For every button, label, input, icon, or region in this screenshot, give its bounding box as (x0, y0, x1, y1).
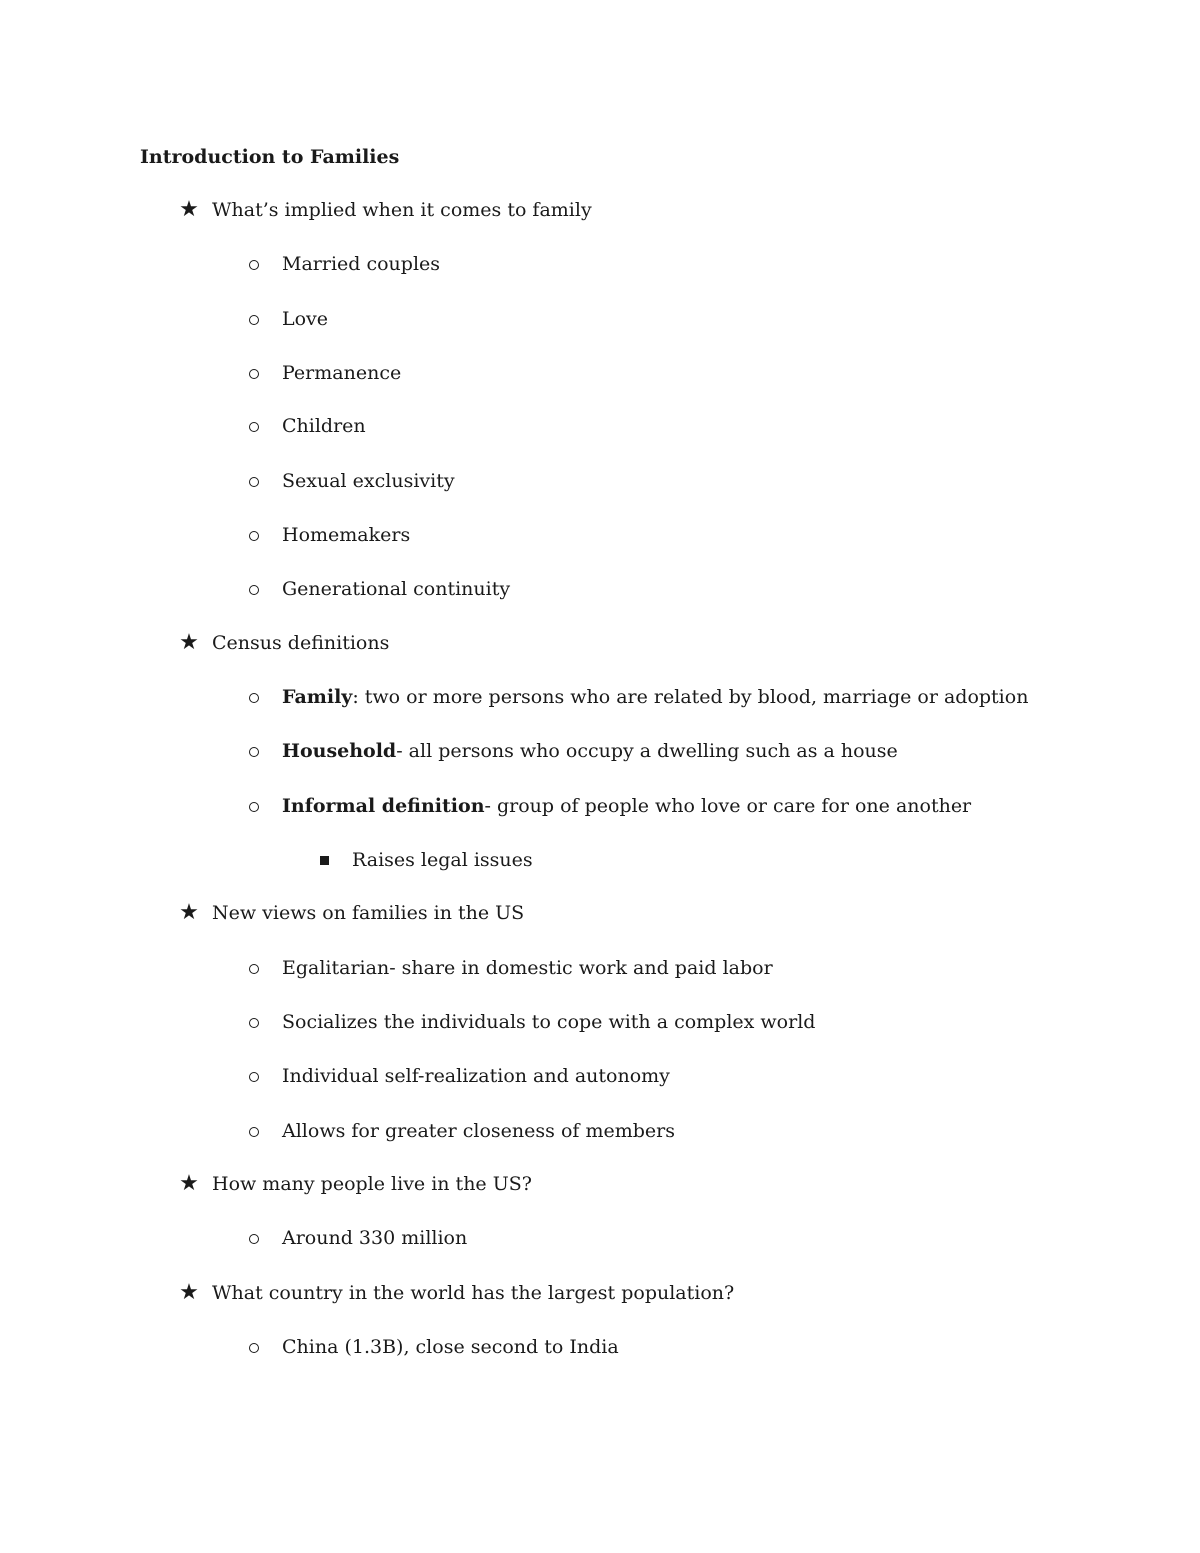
circle-bullet-icon (248, 1061, 262, 1091)
list-item-text: How many people live in the US? (212, 1173, 532, 1195)
list-item-text: Egalitarian- share in domestic work and paid labor (282, 957, 773, 979)
circle-bullet-icon (248, 953, 262, 983)
list-item-text: Sexual exclusivity (282, 470, 455, 492)
circle-bullet-icon (248, 574, 262, 604)
definition-text (282, 736, 898, 766)
square-bullet-icon (318, 845, 332, 875)
list-item-text: Homemakers (282, 524, 411, 546)
list-item-text: Generational continuity (282, 578, 511, 600)
list-item-text: Permanence (282, 362, 402, 384)
circle-bullet-icon (248, 520, 262, 550)
list-item-text: New views on families in the US (212, 902, 525, 924)
circle-bullet-icon (248, 249, 262, 279)
circle-bullet-icon (248, 358, 262, 388)
definition-body: - group of people who love or care for one another (484, 795, 972, 817)
definition-text (282, 682, 1028, 712)
star-bullet-icon: ★ (179, 900, 199, 925)
star-bullet-icon: ★ (179, 1280, 199, 1305)
circle-bullet-icon (248, 466, 262, 496)
circle-bullet-icon (248, 304, 262, 334)
list-item-text: Individual self-realization and autonomy (282, 1065, 670, 1087)
circle-bullet-icon (248, 736, 262, 766)
list-item-text: Children (282, 415, 366, 437)
list-item-text: What’s implied when it comes to family (212, 199, 592, 221)
list-item-text: What country in the world has the largest population? (212, 1282, 735, 1304)
circle-bullet-icon (248, 791, 262, 821)
definition-body: - all persons who occupy a dwelling such as a house (396, 740, 898, 762)
star-bullet-icon: ★ (179, 1171, 199, 1196)
list-item-text: Census definitions (212, 632, 390, 654)
circle-bullet-icon (248, 1007, 262, 1037)
list-item-text: Around 330 million (282, 1227, 468, 1249)
circle-bullet-icon (248, 1223, 262, 1253)
definition-text (282, 791, 971, 821)
circle-bullet-icon (248, 682, 262, 712)
definition-body: : two or more persons who are related by blood, marriage or adoption (352, 686, 1029, 708)
definition-term: Family (282, 686, 353, 708)
circle-bullet-icon (248, 1332, 262, 1362)
circle-bullet-icon (248, 1116, 262, 1146)
list-item-text: Married couples (282, 253, 441, 275)
list-item-text: Raises legal issues (352, 849, 533, 871)
definition-term: Informal definition (282, 795, 485, 817)
list-item-text: Love (282, 308, 329, 330)
list-item-text: Socializes the individuals to cope with a complex world (282, 1011, 816, 1033)
circle-bullet-icon (248, 411, 262, 441)
list-item-text: China (1.3B), close second to India (282, 1336, 619, 1358)
list-item-text: Allows for greater closeness of members (282, 1120, 675, 1142)
page-title: Introduction to Families (140, 146, 400, 168)
star-bullet-icon: ★ (179, 197, 199, 222)
star-bullet-icon: ★ (179, 630, 199, 655)
definition-term: Household (282, 740, 397, 762)
